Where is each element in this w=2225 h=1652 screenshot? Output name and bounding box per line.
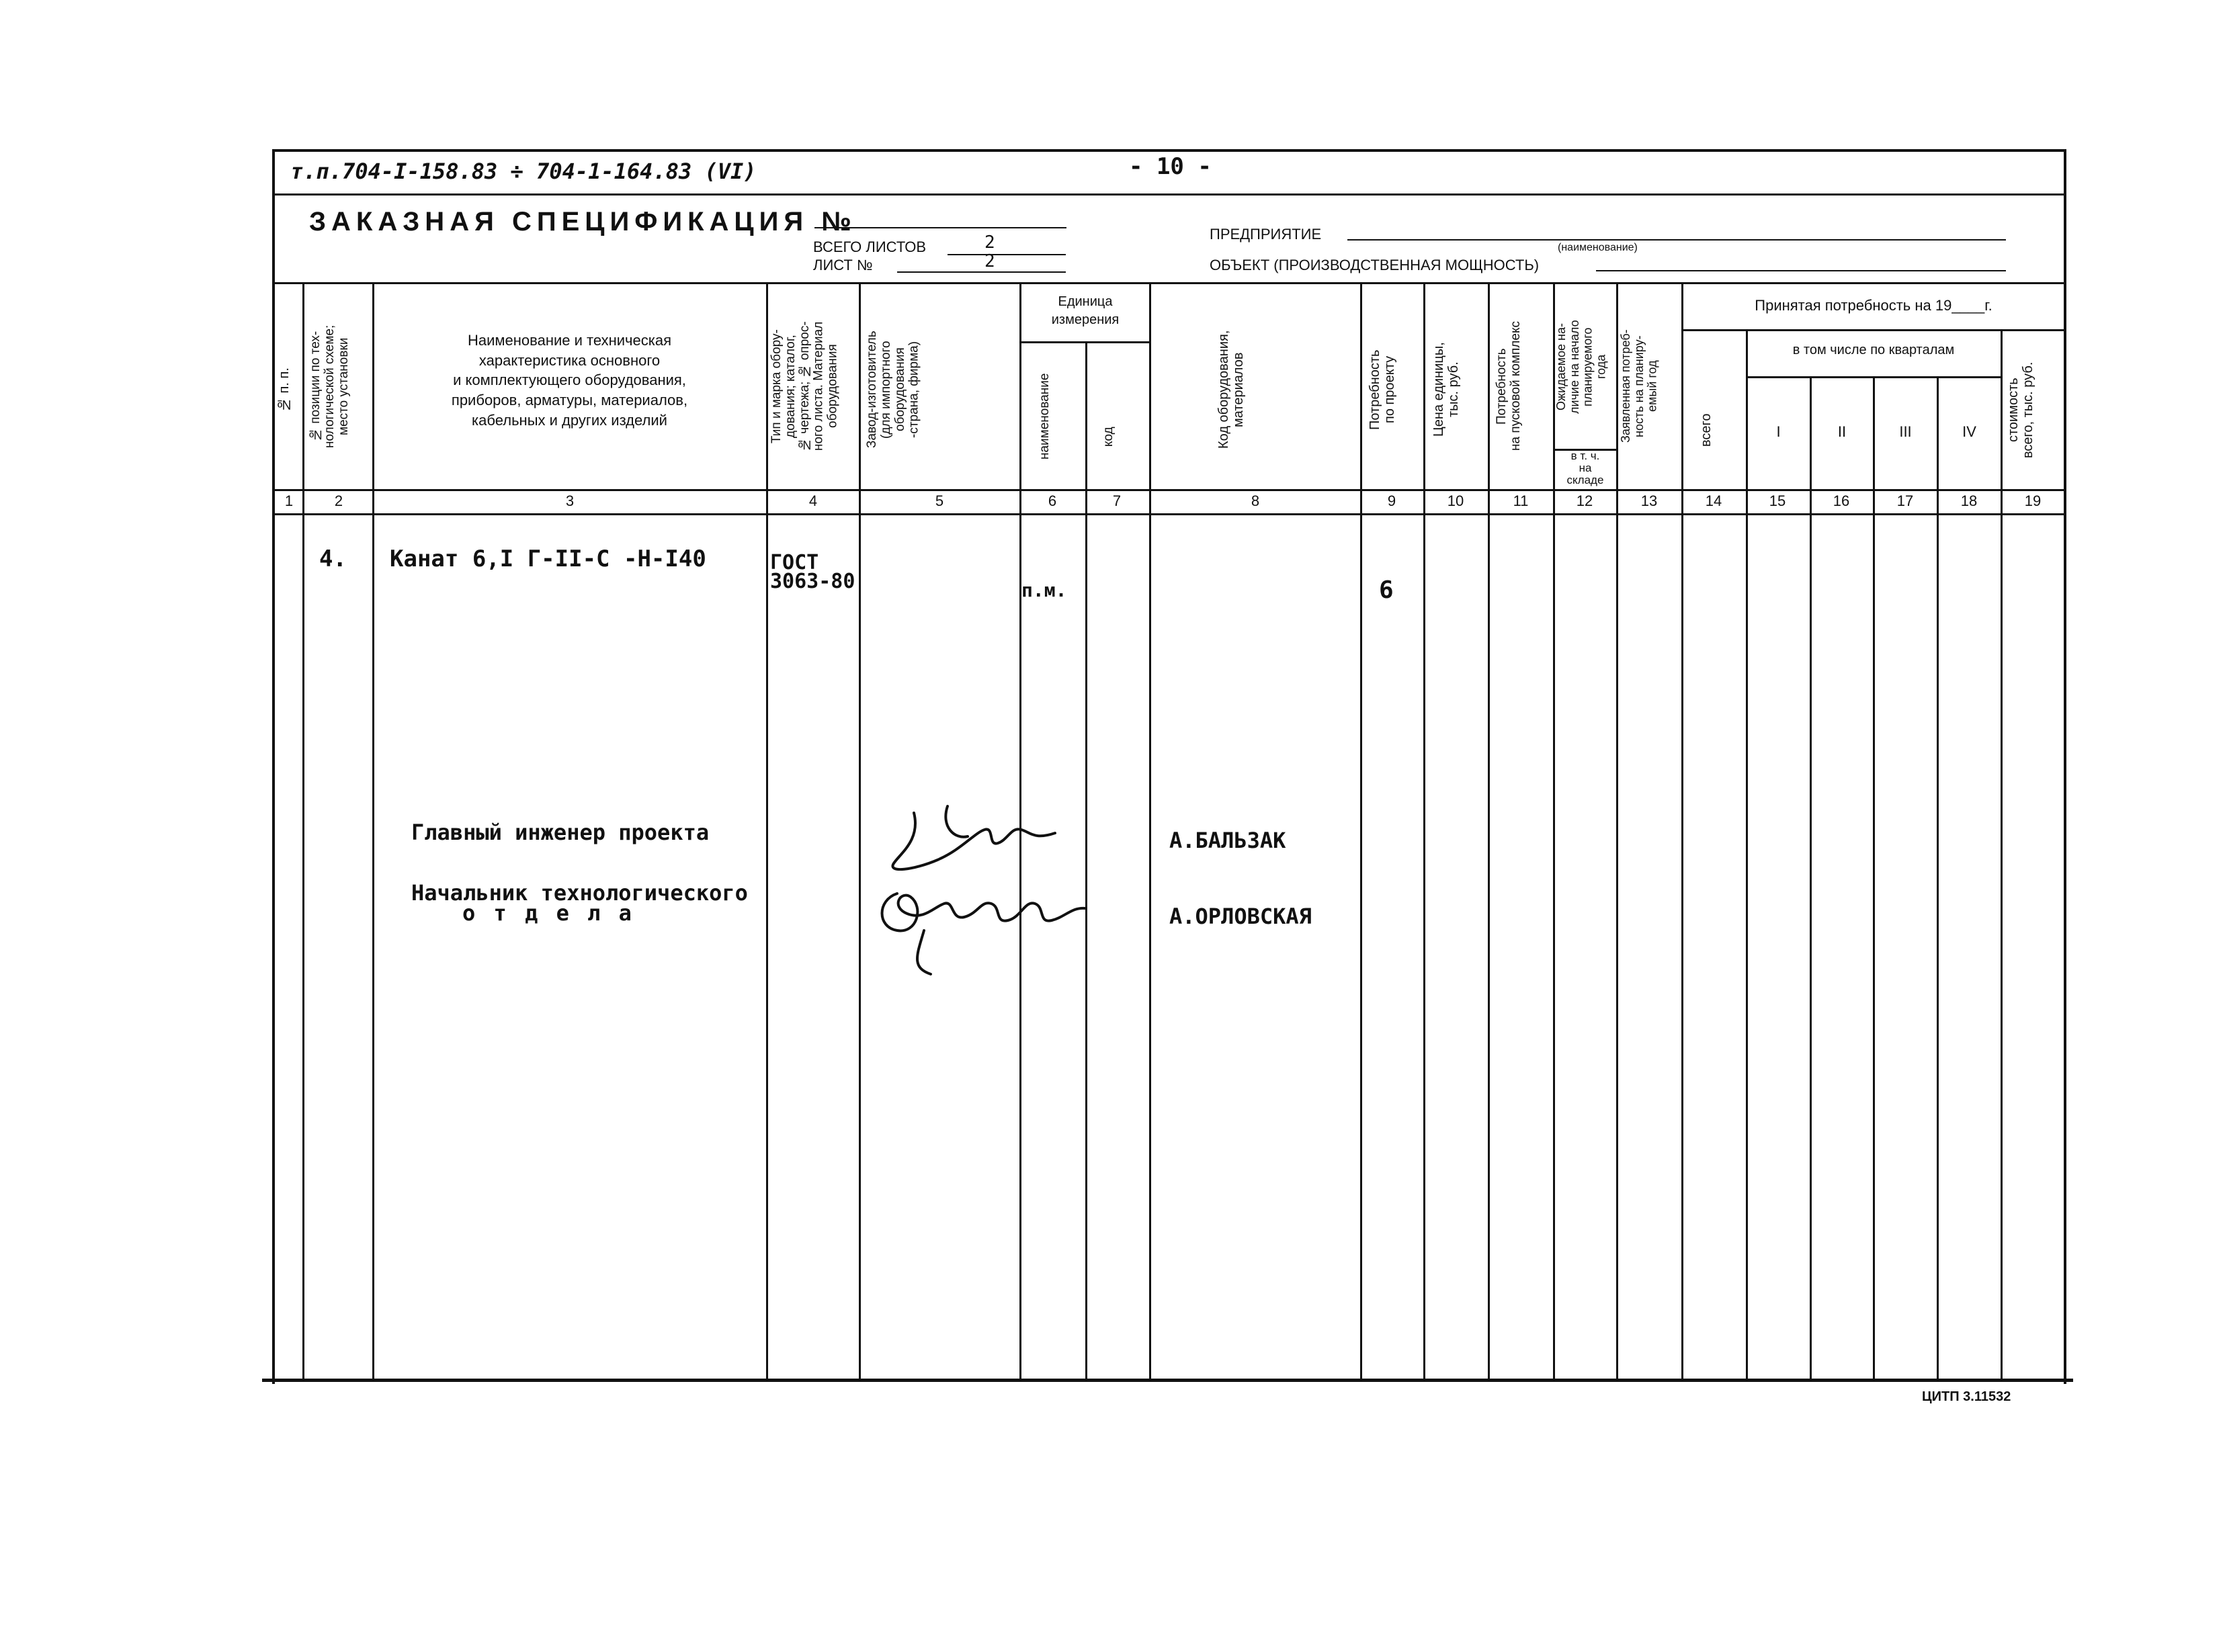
col-header-14: всего	[1699, 413, 1714, 447]
sheet-no-value: 2	[984, 251, 995, 271]
spec-title: ЗАКАЗНАЯ СПЕЦИФИКАЦИЯ №	[309, 207, 857, 236]
sheet-no-label: ЛИСТ №	[813, 257, 873, 273]
col-header-4: Тип и марка обору- дования; каталог, № чертежа; № опрос- ного листа. Материал оборудования	[769, 321, 840, 451]
col-num-8: 8	[1251, 492, 1260, 509]
doc-code: т.п.704-I-158.83 ÷ 704-1-164.83 (VI)	[290, 159, 757, 184]
chief-engineer-name: А.БАЛЬЗАК	[1169, 828, 1286, 853]
col-header-11: Потребность на пусковой комплекс	[1495, 321, 1523, 451]
col-sep-4	[859, 282, 861, 1379]
col-sep-7	[1149, 282, 1151, 1379]
tech-head-label-line2: о т д е л а	[462, 900, 634, 926]
col-num-18: 18	[1960, 492, 1978, 509]
row-position: 4.	[319, 546, 347, 572]
col-header-19: стоимость всего, тыс. руб.	[2006, 361, 2035, 458]
enterprise-label: ПРЕДПРИЯТИЕ	[1210, 226, 1322, 243]
enterprise-line	[1347, 239, 2006, 241]
quarters-sub-line	[1746, 376, 2001, 378]
accepted-group-header: Принятая потребность на 19____г.	[1755, 297, 1992, 314]
col-num-11: 11	[1513, 492, 1529, 509]
frame-right	[2064, 149, 2066, 1384]
row-standard-line1: ГОСТ	[770, 551, 819, 574]
col-sep-15	[1810, 376, 1812, 1379]
col-sep-6	[1085, 341, 1087, 1379]
spec-number-line	[814, 227, 1066, 228]
col-num-16: 16	[1833, 492, 1850, 509]
header-band-line	[272, 193, 2066, 195]
col-header-10: Цена единицы, тыс. руб.	[1431, 342, 1461, 437]
col-header-12a: Ожидаемое на- личие на начало планируемого года	[1554, 320, 1608, 414]
col-sep-18	[2001, 329, 2003, 1379]
col-num-6: 6	[1048, 492, 1057, 509]
col-num-5: 5	[935, 492, 944, 509]
unit-sub-line	[1019, 341, 1149, 343]
col-header-2: № позиции по тех- нологической схеме; место установки	[308, 324, 351, 448]
col-num-7: 7	[1112, 492, 1122, 509]
handwritten-signature-2	[870, 867, 1099, 981]
col-sep-3	[766, 282, 768, 1379]
col-sep-17	[1937, 376, 1939, 1379]
col-num-17: 17	[1896, 492, 1914, 509]
object-label: ОБЪЕКТ (ПРОИЗВОДСТВЕННАЯ МОЩНОСТЬ)	[1210, 257, 1540, 273]
col-sep-8	[1360, 282, 1362, 1379]
col-header-13: Заявленная потреб- ность на планиру- емый год	[1619, 329, 1659, 443]
col-header-1: № п. п.	[277, 367, 292, 412]
row-unit: п.м.	[1021, 579, 1067, 601]
col-header-q2: II	[1837, 423, 1847, 440]
quarters-group-header: в том числе по кварталам	[1792, 343, 1955, 357]
total-sheets-value: 2	[984, 232, 995, 253]
numbering-line	[272, 513, 2066, 515]
col-header-q4: IV	[1962, 423, 1976, 440]
row-name: Канат 6,I Г-II-С -Н-I40	[390, 546, 706, 572]
accepted-sub-line	[1681, 329, 2064, 331]
col-num-12: 12	[1576, 492, 1593, 509]
col-header-6: наименование	[1038, 373, 1052, 460]
unit-group-header: Единица измерения	[1051, 294, 1120, 327]
col-num-1: 1	[284, 492, 294, 509]
page-number: - 10 -	[1129, 153, 1212, 180]
col-num-10: 10	[1447, 492, 1464, 509]
col-header-q1: I	[1776, 423, 1781, 440]
col-header-line	[272, 489, 2066, 491]
enterprise-hint: (наименование)	[1558, 242, 1638, 253]
col-num-3: 3	[565, 492, 575, 509]
col-sep-10	[1488, 282, 1490, 1379]
col-num-14: 14	[1705, 492, 1722, 509]
sheet-no-line	[897, 271, 1066, 273]
col-header-12b: в т. ч. на складе	[1566, 449, 1604, 486]
footer-stamp: ЦИТП 3.11532	[1922, 1389, 2011, 1404]
chief-engineer-label: Главный инженер проекта	[411, 820, 710, 845]
row-standard-line2: 3063-80	[770, 570, 855, 593]
object-line	[1596, 270, 2006, 271]
frame-bottom	[262, 1379, 2073, 1382]
col-num-19: 19	[2024, 492, 2042, 509]
col-header-5: Завод-изготовитель (для импортного оборудования -страна, фирма)	[865, 331, 921, 449]
col-num-2: 2	[334, 492, 343, 509]
total-sheets-line	[948, 254, 1066, 255]
frame-top	[272, 149, 2066, 152]
tech-head-label-line1: Начальник технологического	[411, 880, 748, 906]
col-sep-2	[372, 282, 374, 1379]
col-sep-13	[1681, 282, 1683, 1379]
col-sep-12	[1616, 282, 1618, 1379]
row-quantity: 6	[1379, 576, 1394, 604]
col-sep-9	[1423, 282, 1425, 1379]
col-num-9: 9	[1387, 492, 1396, 509]
tech-head-name: А.ОРЛОВСКАЯ	[1169, 904, 1312, 929]
col-header-3: Наименование и техническая характеристика основного и комплектующего оборудования, приборов, арматуры, материалов, кабельных и других изделий	[451, 332, 688, 429]
col-header-q3: III	[1899, 423, 1912, 440]
col-header-9: Потребность по проекту	[1368, 349, 1397, 430]
col-sep-1	[302, 282, 304, 1379]
col-sep-16	[1873, 376, 1875, 1379]
col-num-15: 15	[1769, 492, 1786, 509]
frame-left	[272, 149, 275, 1384]
total-sheets-label: ВСЕГО ЛИСТОВ	[813, 238, 927, 255]
col-sep-14	[1746, 329, 1748, 1379]
title-band-line	[272, 282, 2066, 284]
col-header-7: код	[1101, 427, 1116, 447]
col-num-4: 4	[808, 492, 818, 509]
col-num-13: 13	[1640, 492, 1658, 509]
col-header-8: Код оборудования, материалов	[1216, 330, 1246, 449]
